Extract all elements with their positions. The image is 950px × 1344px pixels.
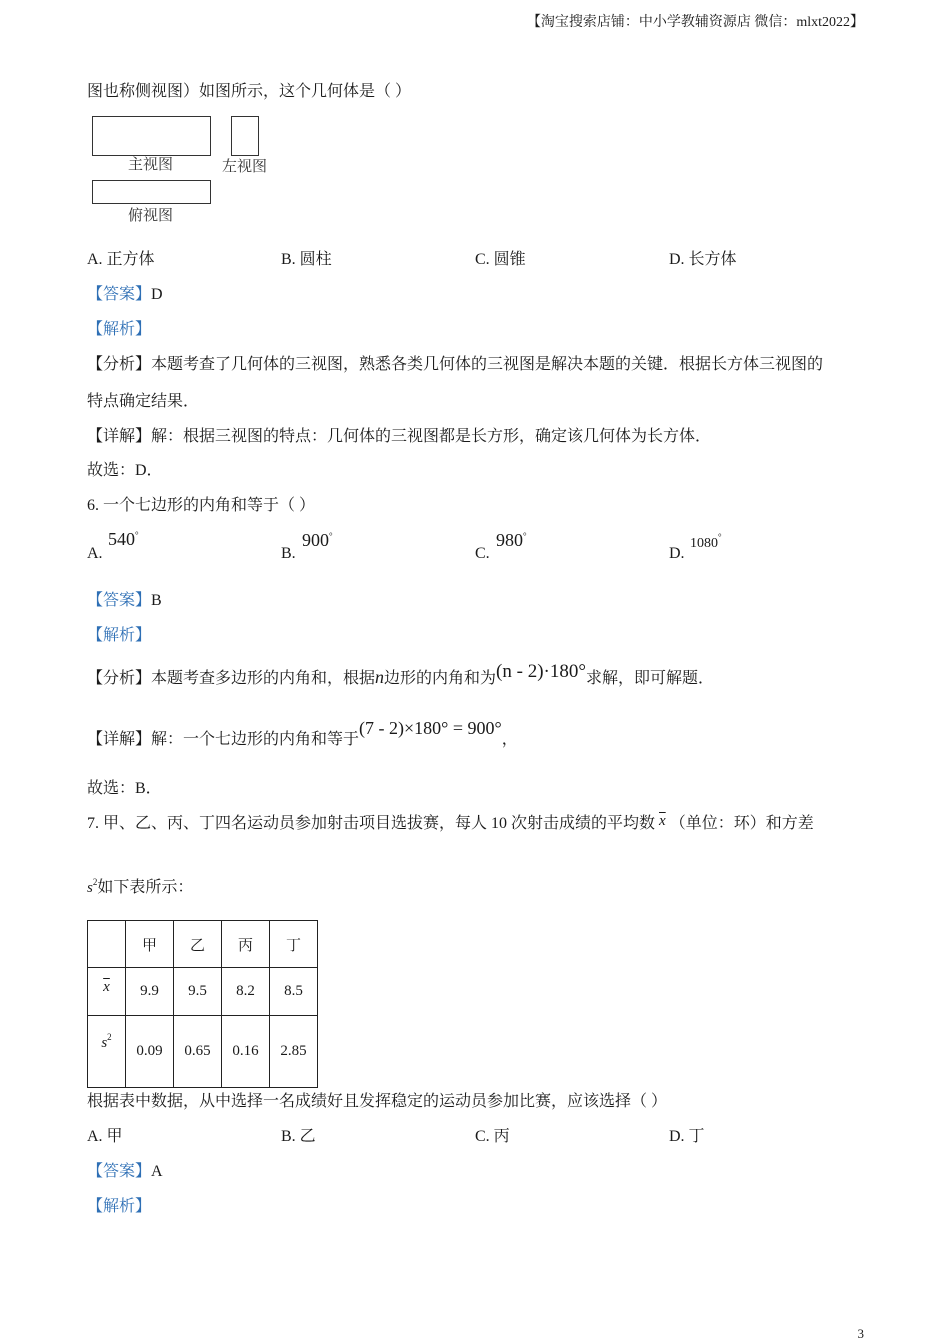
stem-text: 如下表所示： (97, 879, 194, 896)
q7-option-a: A. 甲 (87, 1128, 123, 1145)
q7-option-d: D. 丁 (669, 1128, 705, 1145)
fenxi-text: 本题考查了几何体的三视图，熟悉各类几何体的三视图是解决本题的关键．根据长方体三视图的 (151, 356, 824, 373)
answer-tag: 【答案】 (87, 286, 152, 303)
option-number: 1080 (690, 536, 718, 551)
option-number: 980 (496, 530, 523, 550)
xiangjie-text-b: ， (501, 731, 518, 748)
table-cell: 0.65 (174, 1016, 222, 1088)
degree-symbol: ° (329, 531, 333, 541)
table-cell: 2.85 (270, 1016, 318, 1088)
degree-symbol: ° (523, 531, 527, 541)
q6-conclusion: 故选：B． (87, 780, 162, 797)
xiangjie-tag: 【详解】 (87, 731, 152, 748)
variance-row-symbol-wrap (101, 1031, 112, 1051)
option-letter: D. (669, 545, 685, 562)
q7-analysis-tag: 【解析】 (87, 1198, 152, 1215)
fenxi-text-b: 边形的内角和为 (384, 670, 497, 687)
answer-value: B (151, 592, 162, 609)
scores-table (87, 920, 318, 1088)
fenxi-tag: 【分析】 (87, 356, 152, 373)
fenxi-text-a: 本题考查多边形的内角和，根据 (151, 670, 376, 687)
option-letter: C. (475, 545, 490, 562)
option-value (302, 531, 333, 549)
q5-xiangjie (87, 429, 711, 445)
table-cell: 8.2 (222, 968, 270, 1016)
q7-option-c: C. 丙 (475, 1128, 510, 1145)
option-number: 900 (302, 530, 329, 550)
variance-row-superscript: 2 (107, 1031, 112, 1042)
answer-tag: 【答案】 (87, 592, 152, 609)
mean-row-symbol: $\overline{x}$ (103, 979, 110, 995)
top-view-label: 俯视图 (128, 208, 174, 224)
q7-stem-line2 (87, 878, 193, 896)
page-number: 3 (857, 1326, 864, 1341)
q7-question: 根据表中数据，从中选择一名成绩好且发挥稳定的运动员参加比赛，应该选择（ ） (87, 1093, 668, 1110)
table-header-cell: 乙 (174, 921, 222, 968)
degree-symbol: ° (718, 532, 722, 542)
angle-sum-formula: (n - 2)·180° (496, 661, 586, 682)
calculation-formula: (7 - 2)×180° = 900° (359, 718, 502, 738)
front-view-rect (92, 116, 211, 156)
stem-text-a: 7. 甲、乙、丙、丁四名运动员参加射击项目选拔赛，每人 10 次射击成绩的平均数 (87, 815, 656, 832)
option-letter: A. (87, 545, 103, 562)
variance-row-label (88, 1016, 126, 1088)
q5-conclusion: 故选：D． (87, 462, 163, 479)
answer-value: A (151, 1163, 163, 1180)
q7-option-b: B. 乙 (281, 1128, 316, 1145)
option-letter: B. (281, 545, 296, 562)
table-cell: 8.5 (270, 968, 318, 1016)
q5-option-a: A. 正方体 (87, 251, 155, 268)
table-header-cell: 丁 (270, 921, 318, 968)
q7-answer (87, 1164, 163, 1180)
table-cell: 0.16 (222, 1016, 270, 1088)
table-header-row (88, 921, 318, 968)
top-view-rect (92, 180, 211, 204)
q5-answer (87, 287, 163, 303)
page-header: 【淘宝搜索店铺：中小学教辅资源店 微信：mlxt2022】 (526, 15, 864, 30)
table-corner-cell (88, 921, 126, 968)
q6-answer (87, 593, 162, 609)
table-header-cell: 甲 (126, 921, 174, 968)
stem-text-b: （单位：环）和方差 (669, 815, 814, 832)
q5-option-d: D. 长方体 (669, 251, 737, 268)
q6-stem: 6. 一个七边形的内角和等于（ ） (87, 497, 316, 514)
q5-analysis-tag: 【解析】 (87, 321, 152, 338)
table-cell: 9.5 (174, 968, 222, 1016)
q5-option-c: C. 圆锥 (475, 251, 526, 268)
answer-value: D (151, 286, 163, 303)
mean-symbol: $\overline{x}$ (659, 813, 666, 829)
fenxi-text-c: 求解，即可解题． (585, 670, 714, 687)
xiangjie-text: 解：根据三视图的特点：几何体的三视图都是长方形，确定该几何体为长方体． (151, 428, 712, 445)
q7-stem-line1 (87, 813, 814, 832)
degree-symbol: ° (135, 530, 139, 540)
left-view-label: 左视图 (222, 159, 268, 175)
q6-xiangjie (87, 718, 518, 748)
q5-fenxi-line2: 特点确定结果． (87, 393, 200, 410)
q6-analysis-tag: 【解析】 (87, 627, 152, 644)
front-view-label: 主视图 (128, 157, 174, 173)
q5-option-b: B. 圆柱 (281, 251, 332, 268)
option-number: 540 (108, 529, 135, 549)
table-row-variance (88, 1016, 318, 1088)
fenxi-tag: 【分析】 (87, 670, 152, 687)
table-row-mean (88, 968, 318, 1016)
variance-symbol: s (87, 880, 93, 896)
var-n: n (375, 667, 385, 687)
xiangjie-text-a: 解：一个七边形的内角和等于 (151, 731, 360, 748)
q5-stem: 图也称侧视图）如图所示，这个几何体是（ ） (87, 83, 412, 100)
mean-row-label (88, 968, 126, 1016)
q5-fenxi-line1 (87, 357, 823, 373)
option-value (108, 530, 139, 548)
xiangjie-tag: 【详解】 (87, 428, 152, 445)
q6-fenxi (87, 661, 714, 687)
table-cell: 9.9 (126, 968, 174, 1016)
answer-tag: 【答案】 (87, 1163, 152, 1180)
left-view-rect (231, 116, 259, 156)
variance-row-symbol: s (101, 1034, 108, 1051)
option-value (496, 531, 527, 549)
table-header-cell: 丙 (222, 921, 270, 968)
table-cell: 0.09 (126, 1016, 174, 1088)
option-value (690, 533, 722, 551)
variance-superscript: 2 (92, 877, 98, 887)
